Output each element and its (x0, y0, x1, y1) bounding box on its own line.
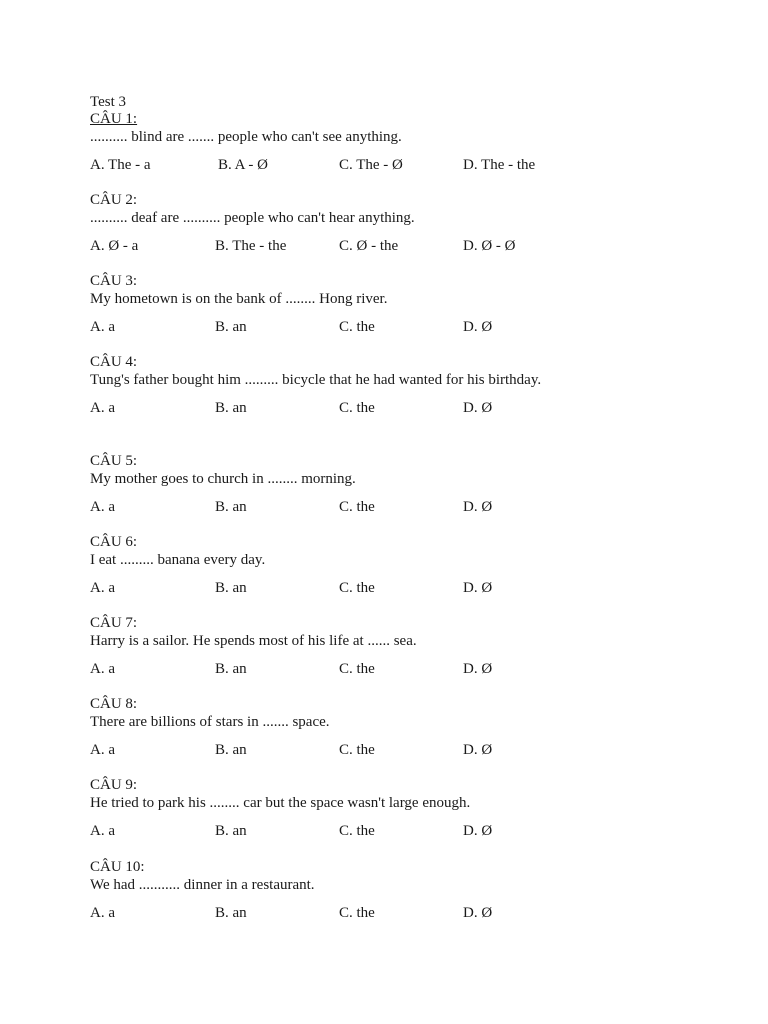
question-1 (90, 111, 730, 175)
answer-options (90, 904, 730, 923)
answer-options (90, 318, 730, 337)
option-d: D. Ø (463, 661, 493, 677)
option-c: C. Ø - the (339, 238, 399, 254)
option-b: B. an (215, 742, 247, 758)
question-text: My mother goes to church in ........ morning. (90, 471, 356, 487)
option-d: D. The - the (463, 157, 536, 173)
question-label: CÂU 9: (90, 777, 138, 793)
option-a: A. a (90, 319, 115, 335)
option-d: D. Ø (463, 499, 493, 515)
question-text: We had ........... dinner in a restaurant. (90, 877, 315, 893)
question-8 (90, 696, 730, 760)
option-c: C. the (339, 661, 375, 677)
question-text: Harry is a sailor. He spends most of his life at ...... sea. (90, 633, 417, 649)
option-a: A. a (90, 905, 115, 921)
question-3 (90, 273, 730, 337)
option-b: B. an (215, 823, 247, 839)
option-b: B. an (215, 319, 247, 335)
question-7 (90, 615, 730, 679)
question-text: He tried to park his ........ car but the space wasn't large enough. (90, 795, 471, 811)
question-text: My hometown is on the bank of ........ Hong river. (90, 291, 388, 307)
option-c: C. the (339, 905, 375, 921)
option-d: D. Ø (463, 905, 493, 921)
question-6 (90, 534, 730, 598)
option-d: D. Ø (463, 823, 493, 839)
option-d: D. Ø (463, 742, 493, 758)
question-label: CÂU 7: (90, 615, 138, 631)
option-d: D. Ø (463, 580, 493, 596)
question-text: I eat ......... banana every day. (90, 552, 266, 568)
option-b: B. an (215, 499, 247, 515)
answer-options (90, 399, 730, 418)
option-a: A. a (90, 580, 115, 596)
option-c: C. the (339, 823, 375, 839)
question-label: CÂU 5: (90, 453, 138, 469)
document-title: Test 3 (90, 94, 127, 110)
question-9 (90, 777, 730, 841)
option-a: A. a (90, 661, 115, 677)
option-c: C. the (339, 499, 375, 515)
option-a: A. a (90, 742, 115, 758)
option-a: A. a (90, 400, 115, 416)
option-b: B. an (215, 580, 247, 596)
question-label: CÂU 4: (90, 354, 138, 370)
question-text: There are billions of stars in ....... space. (90, 714, 330, 730)
option-d: D. Ø (463, 400, 493, 416)
option-c: C. The - Ø (339, 157, 403, 173)
answer-options (90, 660, 730, 679)
answer-options (90, 741, 730, 760)
answer-options (90, 498, 730, 517)
option-d: D. Ø - Ø (463, 238, 516, 254)
question-5 (90, 453, 730, 517)
answer-options (90, 579, 730, 598)
answer-options (90, 156, 730, 175)
question-text: .......... blind are ....... people who can't see anything. (90, 129, 402, 145)
question-label: CÂU 10: (90, 859, 145, 875)
option-c: C. the (339, 400, 375, 416)
question-2 (90, 192, 730, 256)
option-a: A. a (90, 823, 115, 839)
question-label: CÂU 1: (90, 111, 138, 127)
option-c: C. the (339, 319, 375, 335)
option-b: B. an (215, 661, 247, 677)
option-c: C. the (339, 580, 375, 596)
answer-options (90, 822, 730, 841)
question-4 (90, 354, 730, 418)
document-page (90, 94, 730, 921)
option-b: B. an (215, 400, 247, 416)
question-text: Tung's father bought him ......... bicycle that he had wanted for his birthday. (90, 372, 542, 388)
question-text: .......... deaf are .......... people who can't hear anything. (90, 210, 415, 226)
option-a: A. The - a (90, 157, 151, 173)
option-b: B. an (215, 905, 247, 921)
option-a: A. a (90, 499, 115, 515)
question-label: CÂU 3: (90, 273, 138, 289)
question-label: CÂU 6: (90, 534, 138, 550)
option-b: B. A - Ø (218, 157, 269, 173)
option-d: D. Ø (463, 319, 493, 335)
option-b: B. The - the (215, 238, 287, 254)
answer-options (90, 237, 730, 256)
option-c: C. the (339, 742, 375, 758)
question-label: CÂU 8: (90, 696, 138, 712)
question-10 (90, 859, 730, 923)
option-a: A. Ø - a (90, 238, 139, 254)
question-label: CÂU 2: (90, 192, 138, 208)
